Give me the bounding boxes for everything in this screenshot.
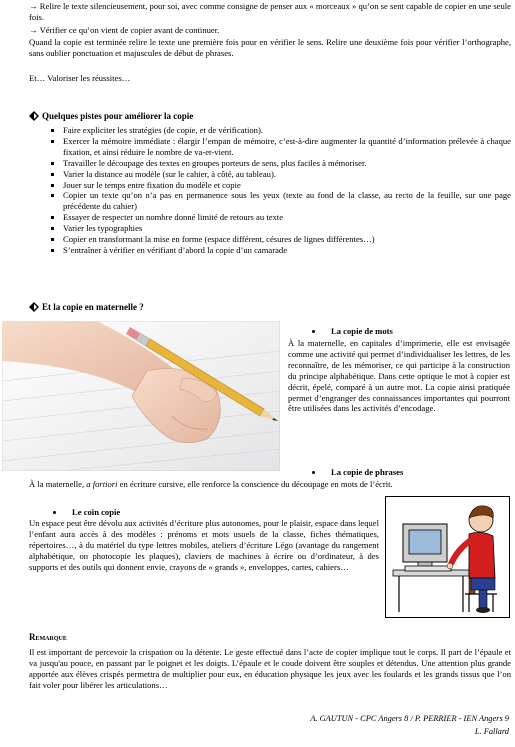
list-item: Exercer la mémoire immédiate : élargir l’empan de mémoire, c’est-à-dire augmenter la quantité d’information prélevée à chaque fixation, et ainsi réduire le nombre de va-et-vient. (29, 136, 511, 158)
coin-title: Le coin copie (72, 507, 121, 517)
diamond-arrow-icon (29, 302, 39, 312)
list-item: Varier les typographies (29, 223, 511, 234)
instruction-verify: → Vérifier ce qu’on vient de copier avant de continuer. (29, 25, 220, 35)
coin-paragraph: Un espace peut être dévolu aux activités d’écriture plus autonomes, pour le plaisir, espace dans lequel l’enfant aura accès à des modèles : prénoms et mots usuels de la classe, fiches thématiques, répertoires…, à du matériel du type lettres mobiles, ateliers d’écriture Légo (avantage du rangement alphabétique, on photocopie les plaques), claviers de machines à écrire ou d’ordinateur, à des supports et des outils qui donnent envie, crayons de « grands », enveloppes, cartes, cahiers… (29, 518, 379, 572)
phrases-text-pre: À la maternelle, (29, 479, 87, 489)
child-computer-illustration (385, 496, 510, 618)
hand-writing-photo (2, 321, 280, 471)
diamond-arrow-icon (29, 111, 39, 121)
phrases-title: La copie de phrases (331, 467, 404, 477)
bullet-dot (312, 471, 315, 474)
footer-name: L. Fallard (474, 727, 509, 736)
remarque-paragraph: Il est important de percevoir la crispation ou la détente. Le geste effectué dans l’acte de copier implique tout le corps. Il part de l’épaule et va jusqu'au pouce, en passant par le poignet et les doigts. L’épaule et le coude doivent être souples et détendus. Une attention plus grande apportée aux élèves crispés permettra de multiplier pour eux, en éducation physique les jeux avec les foulards et les grands tissus que l’on fait voler pour libérer les articulations… (29, 647, 511, 690)
remarque-title: Remarque (29, 632, 67, 642)
list-item: Copier en transformant la mise en forme (espace différent, césures de lignes différentes…) (29, 234, 511, 245)
section-title-text: Quelques pistes pour améliorer la copie (42, 111, 194, 121)
list-item: Copier un texte qu’on n’a pas en permanence sous les yeux (texte au fond de la classe, au recto de la feuille, sur une page précédente du cahier) (29, 190, 511, 212)
phrases-heading (312, 467, 403, 478)
pistes-list (29, 125, 511, 256)
mots-paragraph: À la maternelle, en capitales d’imprimerie, elle est envisagée comme une activité qui permet d’individualiser les lettres, de les reconnaître, de les mémoriser, ce qui participe à la construction du principe alphabétique. Dans cette optique le mot à copier est décrit, épelé, comparé à un autre mot. La copie ainsi pratiquée permet d’engranger des connaissances importantes qui pourront être utilisées dans les activités d’encodage. (288, 338, 510, 414)
bullet-dot (312, 330, 315, 333)
phrases-text-post: en écriture cursive, elle renforce la conscience du découpage en mots de l’écrit. (117, 479, 393, 489)
list-item: Varier la distance au modèle (sur le cahier, à côté, au tableau). (29, 169, 511, 180)
coin-heading (53, 507, 120, 518)
list-item: Essayer de respecter un nombre donné limité de retours au texte (29, 212, 511, 223)
list-item: Jouer sur le temps entre fixation du modèle et copie (29, 180, 511, 191)
bullet-dot (53, 511, 56, 514)
list-item: S’entraîner à vérifier en vérifiant d’abord la copie d’un camarade (29, 245, 511, 256)
paragraph-valoriser: Et… Valoriser les réussites… (29, 73, 131, 83)
section-title-text: Et la copie en maternelle ? (42, 302, 144, 312)
paragraph-reread-twice: Quand la copie est terminée relire le texte une première fois pour en vérifier le sens. Relire une deuxième fois pour vérifier l’orthographe, sans oublier ponctuation et majuscules de début de phrases. (29, 37, 511, 58)
list-item: Faire expliciter les stratégies (de copie, et de vérification). (29, 125, 511, 136)
section-title-maternelle (29, 302, 144, 313)
list-item: Travailler le découpage des textes en groupes porteurs de sens, plus faciles à mémoriser. (29, 158, 511, 169)
phrases-paragraph (29, 479, 511, 490)
phrases-text-italic: a fortiori (86, 479, 118, 489)
instruction-reread: → Relire le texte silencieusement, pour soi, avec comme consigne de penser aux « morceaux » qu’on se sent capable de copier en une seule fois. (29, 1, 511, 22)
mots-title: La copie de mots (331, 326, 393, 336)
footer-authors: A. GAUTUN - CPC Angers 8 / P. PERRIER - IEN Angers 9 (310, 714, 509, 723)
mots-heading (312, 326, 393, 337)
section-title-pistes (29, 111, 193, 122)
